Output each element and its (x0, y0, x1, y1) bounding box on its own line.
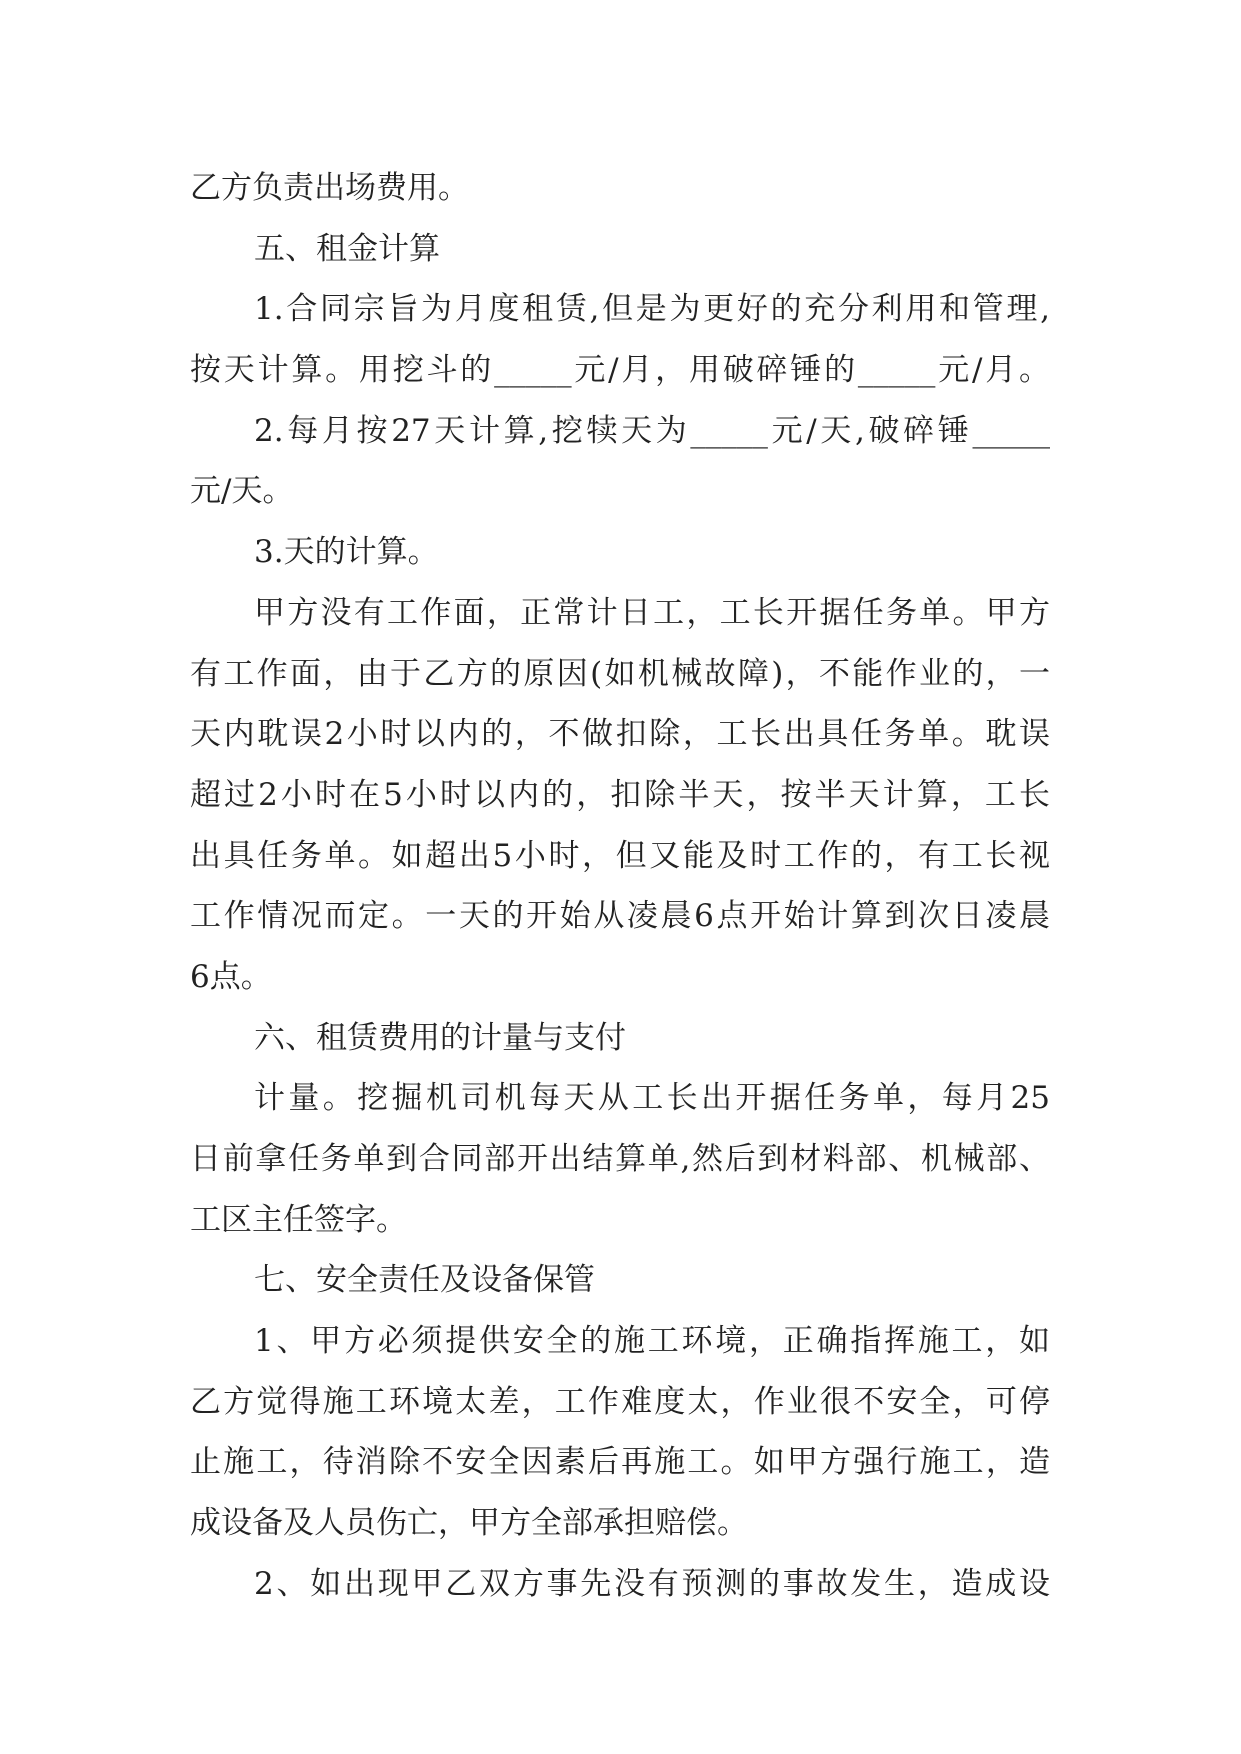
section-heading: 五、租金计算 (254, 230, 440, 267)
text-line: 6点。 (190, 958, 272, 995)
text-line: 有工作面，由于乙方的原因(如机械故障)，不能作业的，一 (190, 655, 1050, 692)
text-line: 日前拿任务单到合同部开出结算单,然后到材料部、机械部、 (190, 1141, 1050, 1177)
section-heading: 六、租赁费用的计量与支付 (254, 1019, 626, 1056)
text-line: 元/天。 (190, 473, 294, 510)
text-line: 甲方没有工作面，正常计日工，工长开据任务单。甲方 (254, 594, 1050, 631)
text-line: 天内耽误2小时以内的，不做扣除，工长出具任务单。耽误 (190, 716, 1050, 753)
text-line: 2.每月按27天计算,挖犊天为_____元/天,破碎锤_____ (254, 412, 1050, 449)
text-line: 工区主任签字。 (190, 1201, 407, 1238)
text-line: 计量。挖掘机司机每天从工长出开据任务单，每月25 (254, 1080, 1050, 1117)
text-line: 出具任务单。如超出5小时，但又能及时工作的，有工长视 (190, 837, 1050, 874)
section-heading: 七、安全责任及设备保管 (254, 1262, 595, 1299)
text-line: 按天计算。用挖斗的_____元/月，用破碎锤的_____元/月。 (190, 352, 1050, 389)
text-line: 2、如出现甲乙双方事先没有预测的事故发生，造成设 (254, 1565, 1050, 1602)
text-line: 1.合同宗旨为月度租赁,但是为更好的充分利用和管理, (254, 291, 1050, 328)
text-line: 工作情况而定。一天的开始从凌晨6点开始计算到次日凌晨 (190, 898, 1050, 935)
text-line: 3.天的计算。 (254, 534, 439, 571)
text-line: 成设备及人员伤亡，甲方全部承担赔偿。 (190, 1505, 748, 1542)
text-line: 止施工，待消除不安全因素后再施工。如甲方强行施工，造 (190, 1444, 1050, 1481)
text-line: 乙方负责出场费用。 (190, 170, 469, 206)
text-line: 超过2小时在5小时以内的，扣除半天，按半天计算，工长 (190, 776, 1050, 813)
text-line: 乙方觉得施工环境太差，工作难度太，作业很不安全，可停 (190, 1383, 1050, 1420)
text-line: 1、甲方必须提供安全的施工环境，正确指挥施工，如 (254, 1323, 1050, 1360)
document-body (190, 158, 1050, 1615)
